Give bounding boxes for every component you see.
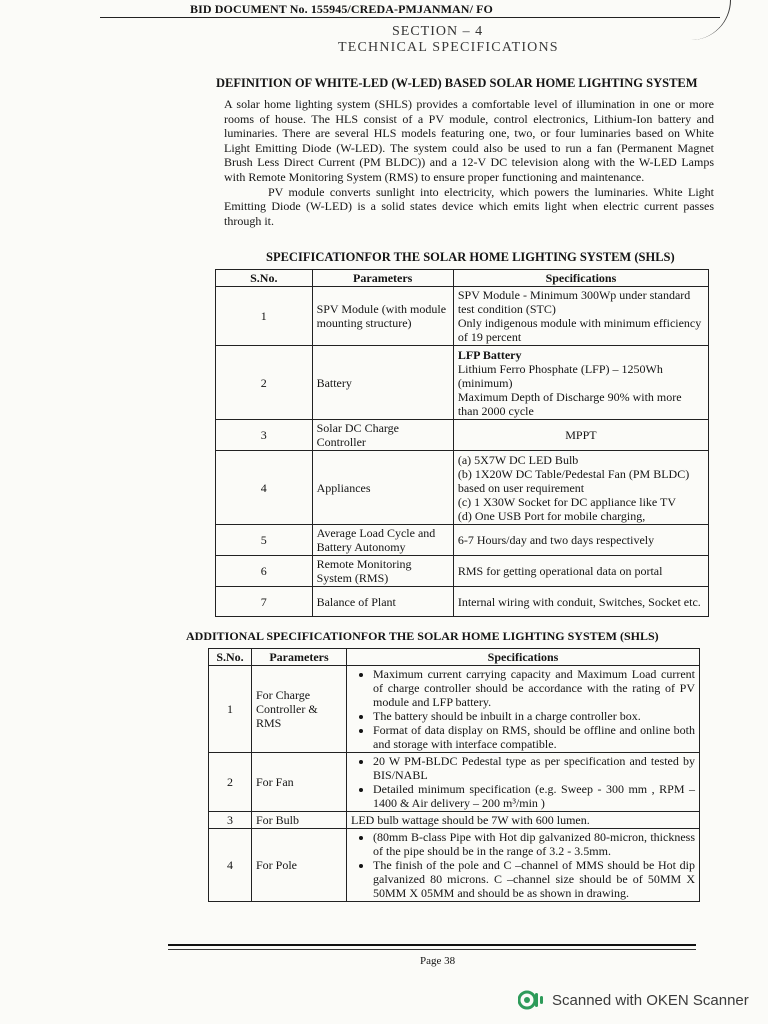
spec-bullet-list bbox=[351, 830, 695, 900]
table-row bbox=[216, 346, 709, 420]
section-number: SECTION – 4 bbox=[392, 24, 484, 39]
page-number: Page 38 bbox=[420, 955, 456, 967]
additional-spec-table bbox=[208, 648, 700, 902]
footer-rule-thin bbox=[168, 949, 696, 950]
cell-spec: RMS for getting operational data on portal bbox=[453, 556, 708, 587]
cell-sno: 1 bbox=[209, 666, 252, 753]
cell-spec: Internal wiring with conduit, Switches, Socket etc. bbox=[453, 587, 708, 617]
column-header-specifications: Specifications bbox=[453, 270, 708, 287]
cell-parameter: Balance of Plant bbox=[312, 587, 453, 617]
section-title: TECHNICAL SPECIFICATIONS bbox=[338, 40, 559, 55]
definition-text bbox=[224, 97, 714, 228]
cell-parameter: Solar DC Charge Controller bbox=[312, 420, 453, 451]
table-row bbox=[216, 451, 709, 525]
spec-line: Lithium Ferro Phosphate (LFP) – 1250Wh (minimum) bbox=[457, 361, 663, 390]
spec-line: Maximum Depth of Discharge 90% with more than 2000 cycle bbox=[457, 389, 682, 418]
page-curl bbox=[640, 0, 731, 40]
cell-parameter: Average Load Cycle and Battery Autonomy bbox=[312, 525, 453, 556]
spec-line: (b) 1X20W DC Table/Pedestal Fan (PM BLDC) based on user requirement bbox=[457, 466, 690, 495]
cell-spec: 6-7 Hours/day and two days respectively bbox=[453, 525, 708, 556]
spec-table-heading: SPECIFICATIONFOR THE SOLAR HOME LIGHTING SYSTEM (SHLS) bbox=[266, 250, 675, 264]
header-rule bbox=[100, 17, 720, 18]
footer-rule bbox=[168, 944, 696, 946]
cell-spec: LED bulb wattage should be 7W with 600 lumen. bbox=[347, 812, 700, 829]
spec-table bbox=[215, 269, 709, 617]
cell-sno: 5 bbox=[216, 525, 313, 556]
table-row bbox=[209, 812, 700, 829]
cell-sno: 2 bbox=[216, 346, 313, 420]
spec-bullet-list bbox=[351, 754, 695, 810]
spec-bullet: • The battery should be inbuilt in a charge controller box. bbox=[373, 709, 695, 723]
cell-sno: 3 bbox=[216, 420, 313, 451]
cell-parameter: SPV Module (with module mounting structure) bbox=[312, 287, 453, 346]
column-header-sno: S.No. bbox=[216, 270, 313, 287]
cell-sno: 4 bbox=[216, 451, 313, 525]
bid-document-number: BID DOCUMENT No. 155945/CREDA-PMJANMAN/ FO bbox=[190, 2, 493, 16]
cell-parameter: Remote Monitoring System (RMS) bbox=[312, 556, 453, 587]
table-row bbox=[216, 587, 709, 617]
watermark-text: Scanned with OKEN Scanner bbox=[552, 991, 749, 1009]
spec-line: (c) 1 X30W Socket for DC appliance like TV bbox=[457, 494, 677, 509]
oken-scanner-icon bbox=[518, 989, 544, 1011]
spec-bullet: • (80mm B-class Pipe with Hot dip galvanized 80-micron, thickness of the pipe should be in the range of 3.2 - 3.5mm. bbox=[373, 830, 695, 858]
cell-spec bbox=[347, 666, 700, 753]
table-row bbox=[216, 556, 709, 587]
column-header-specifications: Specifications bbox=[347, 649, 700, 666]
cell-parameter: Battery bbox=[312, 346, 453, 420]
cell-parameter: For Charge Controller & RMS bbox=[252, 666, 347, 753]
cell-spec bbox=[347, 753, 700, 812]
cell-spec bbox=[453, 287, 708, 346]
cell-sno: 1 bbox=[216, 287, 313, 346]
cell-spec bbox=[453, 346, 708, 420]
spec-bullet: • Maximum current carrying capacity and Maximum Load current of charge controller should be accordance with the rating of PV module and LFP battery. bbox=[373, 667, 695, 709]
cell-sno: 3 bbox=[209, 812, 252, 829]
cell-parameter: Appliances bbox=[312, 451, 453, 525]
table-header-row bbox=[209, 649, 700, 666]
spec-bullet: • Format of data display on RMS, should be offline and online both and storage with interface compatible. bbox=[373, 723, 695, 751]
definition-heading: DEFINITION OF WHITE-LED (W-LED) BASED SOLAR HOME LIGHTING SYSTEM bbox=[216, 76, 698, 90]
table-header-row bbox=[216, 270, 709, 287]
column-header-parameters: Parameters bbox=[252, 649, 347, 666]
definition-paragraph-2: PV module converts sunlight into electricity, which powers the luminaries. White Light Emitting Diode (W-LED) is a solid states device which emits light when electric current passes through it. bbox=[224, 184, 714, 228]
table-row bbox=[216, 287, 709, 346]
cell-parameter: For Fan bbox=[252, 753, 347, 812]
cell-sno: 2 bbox=[209, 753, 252, 812]
table-row bbox=[209, 829, 700, 902]
additional-table-heading: ADDITIONAL SPECIFICATIONFOR THE SOLAR HOME LIGHTING SYSTEM (SHLS) bbox=[186, 629, 659, 643]
scanner-watermark bbox=[518, 989, 749, 1011]
table-row bbox=[216, 420, 709, 451]
cell-spec bbox=[453, 451, 708, 525]
table-row bbox=[209, 753, 700, 812]
spec-line: (d) One USB Port for mobile charging, bbox=[457, 508, 646, 523]
cell-parameter: For Bulb bbox=[252, 812, 347, 829]
spec-title: LFP Battery bbox=[457, 347, 522, 362]
spec-line: SPV Module - Minimum 300Wp under standard test condition (STC) bbox=[457, 288, 691, 316]
cell-sno: 7 bbox=[216, 587, 313, 617]
spec-line: (a) 5X7W DC LED Bulb bbox=[457, 452, 579, 467]
spec-bullet-list bbox=[351, 667, 695, 751]
spec-bullet: • 20 W PM-BLDC Pedestal type as per specification and tested by BIS/NABL bbox=[373, 754, 695, 782]
spec-bullet: • The finish of the pole and C –channel of MMS should be Hot dip galvanized 80 microns. C –channel size should be of 50MM X 50MM X 05MM and should be as shown in drawing. bbox=[373, 858, 695, 900]
table-row bbox=[216, 525, 709, 556]
column-header-parameters: Parameters bbox=[312, 270, 453, 287]
cell-spec bbox=[347, 829, 700, 902]
cell-spec: MPPT bbox=[453, 420, 708, 451]
column-header-sno: S.No. bbox=[209, 649, 252, 666]
spec-bullet: • Detailed minimum specification (e.g. Sweep - 300 mm , RPM – 1400 & Air delivery – 200 m³/min ) bbox=[373, 782, 695, 810]
cell-sno: 6 bbox=[216, 556, 313, 587]
cell-parameter: For Pole bbox=[252, 829, 347, 902]
definition-paragraph-1: A solar home lighting system (SHLS) provides a comfortable level of illumination in one or more rooms of house. The HLS consist of a PV module, control electronics, Lithium-Ion battery and luminaries. There are several HLS models featuring one, two, or four luminaries based on White Light Emitting Diode (W-LED). The system could also be used to run a fan (Permanent Magnet Brush Less Direct Current (PM BLDC)) and a 12-V DC television along with the W-LED Lamps with Remote Monitoring System (RMS) to ensure proper functioning and maintenance. bbox=[224, 97, 714, 184]
cell-sno: 4 bbox=[209, 829, 252, 902]
spec-line: Only indigenous module with minimum efficiency of 19 percent bbox=[457, 316, 702, 344]
table-row bbox=[209, 666, 700, 753]
